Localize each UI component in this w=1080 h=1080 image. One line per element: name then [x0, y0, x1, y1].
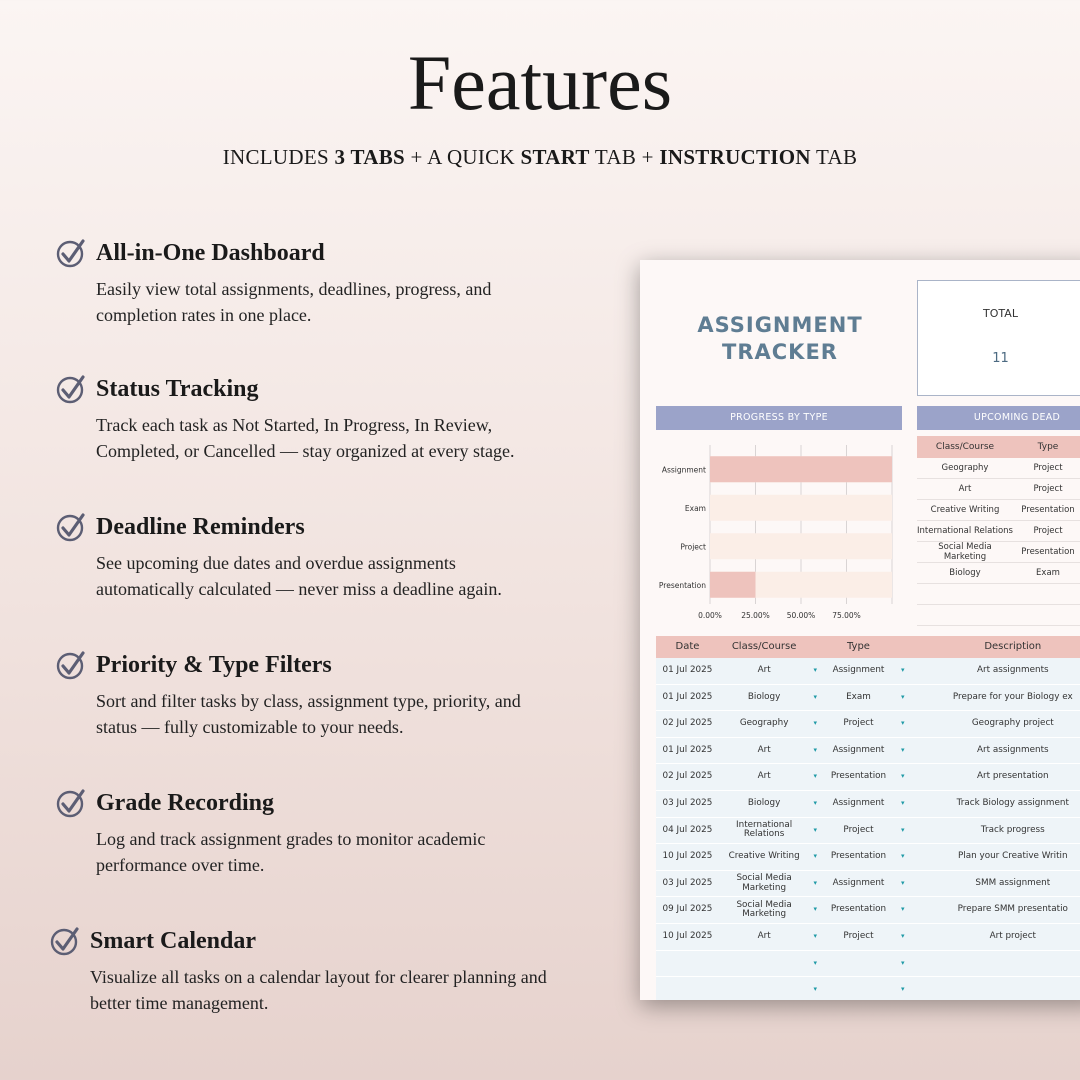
table-row	[656, 711, 1080, 738]
type-dropdown-icon[interactable]: ▾	[900, 692, 905, 701]
feature-description: Track each task as Not Started, In Progress, In Review, Completed, or Cancelled — stay organized at every stage.	[96, 415, 515, 461]
table-row	[656, 977, 1080, 1000]
total-card	[917, 280, 1080, 396]
deadline-type: Project	[1033, 484, 1063, 494]
deadline-row	[917, 521, 1080, 542]
deadline-type: Project	[1033, 463, 1063, 473]
header-description: Description	[984, 641, 1042, 652]
table-row	[656, 764, 1080, 791]
chart-category-label: Assignment	[661, 465, 706, 475]
cell-date[interactable]: 02 Jul 2025	[662, 771, 713, 782]
cell-type[interactable]: Assignment	[832, 877, 885, 888]
cell-class[interactable]: International Relations	[736, 819, 793, 840]
cell-class[interactable]: Geography	[739, 718, 789, 729]
deadline-class: International Relations	[917, 526, 1013, 536]
feature-description: Log and track assignment grades to monitor academic performance over time.	[96, 829, 486, 875]
cell-type[interactable]: Assignment	[832, 665, 885, 676]
chart-category-label: Project	[680, 542, 706, 552]
class-dropdown-icon[interactable]: ▾	[813, 931, 817, 940]
feature-title: Priority & Type Filters	[96, 651, 332, 678]
upcoming-deadlines-table	[917, 436, 1080, 626]
class-dropdown-icon[interactable]: ▾	[813, 719, 817, 728]
type-dropdown-icon[interactable]: ▾	[900, 825, 905, 834]
page-title: Features	[407, 39, 673, 126]
type-dropdown-icon[interactable]: ▾	[900, 931, 905, 940]
checkmark-circle-icon	[50, 926, 80, 956]
header-type: Type	[846, 641, 870, 652]
cell-date[interactable]: 01 Jul 2025	[662, 691, 713, 702]
cell-class[interactable]: Biology	[747, 798, 781, 809]
table-row	[656, 658, 1080, 685]
total-label: TOTAL	[983, 307, 1018, 320]
deadlines-header-type: Type	[1037, 442, 1059, 452]
table-row	[656, 818, 1080, 845]
feature-title: Smart Calendar	[90, 927, 256, 954]
progress-by-type-chart	[656, 440, 896, 640]
cell-description[interactable]: SMM assignment	[975, 877, 1051, 888]
cell-class[interactable]: Art	[757, 930, 771, 941]
deadlines-header	[917, 436, 1080, 458]
class-dropdown-icon[interactable]: ▾	[813, 772, 817, 781]
class-dropdown-icon[interactable]: ▾	[813, 692, 817, 701]
cell-type[interactable]: Presentation	[830, 904, 887, 915]
feature-item	[56, 650, 556, 740]
chart-tick-label: 50.00%	[786, 611, 816, 620]
chart-bar-track	[710, 533, 892, 559]
type-dropdown-icon[interactable]: ▾	[900, 666, 905, 675]
feature-description: Easily view total assignments, deadlines, progress, and completion rates in one place.	[96, 279, 492, 325]
class-dropdown-icon[interactable]: ▾	[813, 958, 817, 967]
feature-item	[56, 238, 556, 328]
header-class: Class/Course	[731, 641, 797, 652]
type-dropdown-icon[interactable]: ▾	[900, 985, 905, 994]
deadline-row	[917, 479, 1080, 500]
type-dropdown-icon[interactable]: ▾	[900, 799, 905, 808]
cell-type[interactable]: Presentation	[830, 771, 887, 782]
cell-date[interactable]: 01 Jul 2025	[662, 744, 713, 755]
cell-type[interactable]: Project	[843, 824, 874, 835]
cell-date[interactable]: 01 Jul 2025	[662, 665, 713, 676]
table-row	[656, 738, 1080, 765]
type-dropdown-icon[interactable]: ▾	[900, 719, 905, 728]
feature-title: Status Tracking	[96, 375, 259, 402]
cell-date[interactable]: 03 Jul 2025	[662, 798, 713, 809]
progress-banner: PROGRESS BY TYPE	[656, 406, 902, 430]
deadlines-header-class: Class/Course	[935, 442, 995, 452]
cell-description[interactable]: Geography project	[971, 718, 1054, 729]
class-dropdown-icon[interactable]: ▾	[813, 985, 817, 994]
feature-description: See upcoming due dates and overdue assignments automatically calculated — never miss a deadline again.	[96, 553, 502, 599]
cell-description[interactable]: Art assignments	[976, 744, 1049, 755]
cell-type[interactable]: Presentation	[830, 851, 887, 862]
chart-category-label: Exam	[684, 503, 706, 513]
cell-description[interactable]: Prepare for your Biology ex	[952, 691, 1073, 702]
cell-class[interactable]: Creative Writing	[728, 851, 800, 862]
type-dropdown-icon[interactable]: ▾	[900, 745, 905, 754]
class-dropdown-icon[interactable]: ▾	[813, 852, 817, 861]
deadline-row	[917, 563, 1080, 584]
deadline-class: Biology	[949, 568, 981, 578]
class-dropdown-icon[interactable]: ▾	[813, 878, 817, 887]
cell-class[interactable]: Art	[757, 665, 771, 676]
deadline-class: Geography	[941, 463, 989, 473]
deadline-type: Project	[1033, 526, 1063, 536]
cell-class[interactable]: Art	[757, 771, 771, 782]
cell-class[interactable]: Social Media Marketing	[736, 899, 792, 920]
feature-item	[56, 788, 556, 878]
cell-type[interactable]: Project	[843, 718, 874, 729]
upcoming-deadlines-banner: UPCOMING DEAD	[917, 406, 1080, 430]
checkmark-circle-icon	[56, 512, 86, 542]
class-dropdown-icon[interactable]: ▾	[813, 799, 817, 808]
deadline-class: Creative Writing	[930, 505, 1000, 515]
chart-tick-label: 0.00%	[698, 611, 722, 620]
type-dropdown-icon[interactable]: ▾	[900, 852, 905, 861]
feature-item	[50, 926, 550, 1016]
checkmark-circle-icon	[56, 238, 86, 268]
deadline-type: Presentation	[1021, 547, 1075, 557]
checkmark-circle-icon	[56, 374, 86, 404]
class-dropdown-icon[interactable]: ▾	[813, 745, 817, 754]
sheet-title: ASSIGNMENT TRACKER	[697, 313, 863, 364]
assignments-table	[656, 636, 1080, 1000]
feature-title: Grade Recording	[96, 789, 274, 816]
table-row	[656, 951, 1080, 978]
chart-bar	[710, 456, 892, 482]
feature-item	[56, 512, 556, 602]
cell-date[interactable]: 03 Jul 2025	[662, 877, 713, 888]
header-date: Date	[675, 641, 700, 652]
class-dropdown-icon[interactable]: ▾	[813, 825, 817, 834]
cell-date[interactable]: 02 Jul 2025	[662, 718, 713, 729]
cell-description[interactable]: Track progress	[980, 824, 1045, 835]
cell-description[interactable]: Prepare SMM presentatio	[957, 904, 1068, 915]
cell-description[interactable]: Art presentation	[977, 771, 1049, 782]
cell-description[interactable]: Art assignments	[976, 665, 1049, 676]
cell-type[interactable]: Assignment	[832, 798, 885, 809]
chart-bar-track	[710, 495, 892, 521]
cell-class[interactable]: Art	[757, 744, 771, 755]
cell-class[interactable]: Social Media Marketing	[736, 873, 792, 893]
cell-date[interactable]: 10 Jul 2025	[662, 851, 713, 862]
cell-type[interactable]: Project	[843, 930, 874, 941]
cell-description[interactable]: Plan your Creative Writin	[957, 851, 1068, 862]
chart-bar	[710, 572, 756, 598]
feature-description: Visualize all tasks on a calendar layout for clearer planning and better time management.	[90, 967, 547, 1013]
total-value: 11	[992, 351, 1009, 366]
type-dropdown-icon[interactable]: ▾	[900, 958, 905, 967]
cell-type[interactable]: Assignment	[832, 744, 885, 755]
cell-date[interactable]: 09 Jul 2025	[662, 904, 713, 915]
table-row	[656, 791, 1080, 818]
deadline-class: Art	[958, 484, 972, 494]
page-subtitle: INCLUDES 3 TABS + A QUICK START TAB + INSTRUCTION TAB	[222, 145, 858, 169]
feature-title: All-in-One Dashboard	[96, 239, 325, 266]
chart-category-label: Presentation	[658, 580, 706, 590]
deadline-row	[917, 584, 1080, 605]
table-row	[656, 844, 1080, 871]
deadline-class: Social Media Marketing	[938, 542, 992, 562]
table-row	[656, 924, 1080, 951]
type-dropdown-icon[interactable]: ▾	[900, 905, 905, 914]
deadline-type: Exam	[1036, 568, 1060, 578]
type-dropdown-icon[interactable]: ▾	[900, 878, 905, 887]
deadline-type: Presentation	[1021, 505, 1075, 515]
spreadsheet-preview	[640, 260, 1080, 1000]
table-row	[656, 685, 1080, 712]
cell-date[interactable]: 10 Jul 2025	[662, 930, 713, 941]
deadline-row	[917, 500, 1080, 521]
chart-tick-label: 25.00%	[741, 611, 770, 620]
feature-title: Deadline Reminders	[96, 513, 305, 540]
cell-class[interactable]: Biology	[747, 691, 781, 702]
assignments-header	[656, 636, 1080, 658]
feature-description: Sort and filter tasks by class, assignment type, priority, and status — fully customizable to your needs.	[96, 691, 521, 737]
table-row	[656, 897, 1080, 924]
deadline-row	[917, 542, 1080, 563]
cell-date[interactable]: 04 Jul 2025	[662, 824, 713, 835]
cell-description[interactable]: Track Biology assignment	[956, 798, 1069, 809]
checkmark-circle-icon	[56, 650, 86, 680]
class-dropdown-icon[interactable]: ▾	[813, 905, 817, 914]
chart-tick-label: 75.00%	[832, 611, 861, 620]
feature-item	[56, 374, 556, 464]
checkmark-circle-icon	[56, 788, 86, 818]
deadline-row	[917, 458, 1080, 479]
table-row	[656, 871, 1080, 898]
deadline-row	[917, 605, 1080, 626]
class-dropdown-icon[interactable]: ▾	[813, 666, 817, 675]
cell-type[interactable]: Exam	[846, 691, 871, 702]
type-dropdown-icon[interactable]: ▾	[900, 772, 905, 781]
cell-description[interactable]: Art project	[989, 930, 1036, 941]
